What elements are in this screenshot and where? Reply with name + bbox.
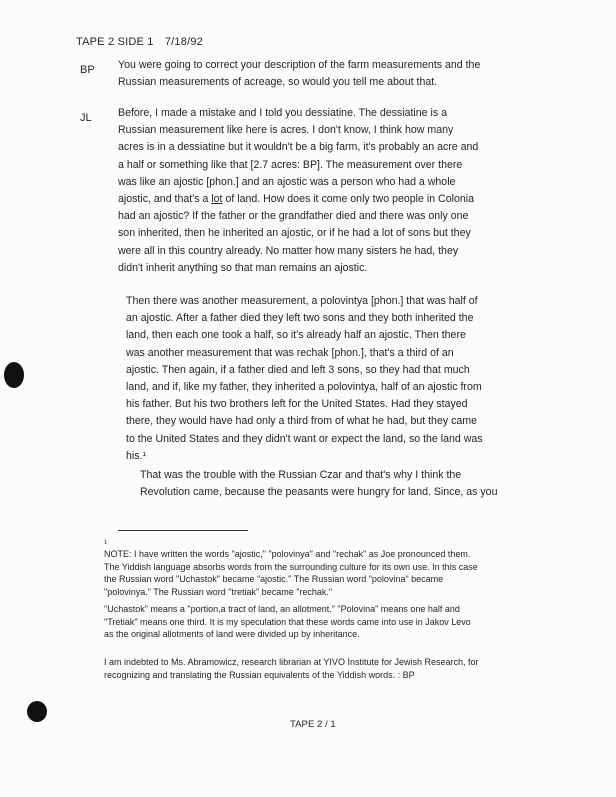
text-line: son inherited, then he inherited an ajostic, or if he had a lot of sons but they	[118, 227, 471, 240]
footnote-3	[104, 656, 479, 681]
text-line: You were going to correct your description of the farm measurements and the	[118, 59, 481, 71]
text-line: That was the trouble with the Russian Czar and that's why I think the	[140, 469, 462, 481]
text-line: NOTE: I have written the words "ajostic," "polovinya" and "rechak" as Joe pronounced them.	[104, 549, 471, 559]
text-line: Before, I made a mistake and I told you dessiatine. The dessiatine is a	[118, 107, 447, 119]
jl-paragraph-2	[126, 293, 483, 465]
text-line: to the United States and they didn't want or expect the land, so the land was	[126, 432, 483, 445]
speaker-jl: JL	[80, 112, 92, 124]
text-line: land, and if, like my father, they inherited a polovintya, half of an ajostic from	[126, 381, 482, 394]
text-line: "Tretiak" means one third. It is my speculation that these words came into use in Jakov Levo	[104, 616, 471, 627]
jl-paragraph-1	[118, 105, 478, 277]
text-line: ajostic. Then again, if a father died and left 3 sons, so they had that much	[126, 363, 470, 376]
text-line: land, then each one took a half, so it's already half an ajostic. Then there	[126, 329, 466, 342]
text-line: an ajostic. After a father died they left two sons and they both inherited the	[126, 312, 474, 325]
text-line: were all in this country already. No matter how many sisters he had, they	[118, 244, 459, 257]
page-header	[76, 36, 203, 48]
text-line: "Uchastok" means a "portion,a tract of land, an allotment." "Polovina" means one half and	[104, 604, 460, 614]
jl-paragraph-3	[140, 467, 497, 501]
text-line: the Russian word "Uchastok" became "ajostic." The Russian word "polovina" became	[104, 574, 444, 584]
text-line: as the original allotments of land were divided up by inheritance.	[104, 629, 360, 639]
tape-label: TAPE 2 SIDE 1	[76, 36, 154, 48]
text-line: was another measurement that was rechak [phon.], that's a third of an	[126, 346, 454, 359]
binder-hole-mark	[27, 701, 47, 722]
text-line: ajostic, and that's a lot of land. How does it come only two people in Colonia	[118, 193, 474, 206]
text-line: The Yiddish language absorbs words from the surrounding culture for its own use. In this case	[104, 561, 478, 572]
text-line: Revolution came, because the peasants were hungry for land. Since, as you	[140, 486, 498, 499]
speaker-bp: BP	[80, 64, 95, 76]
bp-question	[118, 57, 480, 91]
text-line: Russian measurements of acreage, so would you tell me about that.	[118, 76, 438, 89]
binder-hole-mark	[4, 362, 24, 388]
text-line: recognizing and translating the Russian equivalents of the Yiddish words. : BP	[104, 669, 415, 680]
text-line: had an ajostic? If the father or the grandfather died and there was only one	[118, 210, 469, 223]
text-line: acres is in a dessiatine but it wouldn't be a big farm, it's probably an acre and	[118, 141, 479, 154]
header-date: 7/18/92	[164, 36, 203, 48]
footnote-marker: ¹	[104, 538, 107, 548]
text-line: his father. But his two brothers left for the United States. Had they stayed	[126, 398, 468, 411]
text-line: didn't inherit anything so that man remains an ajostic.	[118, 261, 368, 274]
footnote-1	[104, 548, 478, 598]
footnote-2	[104, 603, 471, 641]
text-line: his.¹	[126, 449, 147, 462]
text-line: Russian measurement like here is acres. I don't know, I think how many	[118, 124, 454, 137]
text-line: "polovinya." The Russian word "tretiak" became "rechak."	[104, 586, 333, 597]
page-number: TAPE 2 / 1	[290, 719, 336, 730]
text-line: there, they would have had only a third from of what he had, but they came	[126, 415, 477, 428]
text-line: Then there was another measurement, a polovintya [phon.] that was half of	[126, 295, 478, 307]
footnote-rule	[118, 530, 248, 531]
text-line: I am indebted to Ms. Abramowicz, research librarian at YIVO Institute for Jewish Research, for	[104, 657, 479, 667]
text-line: was like an ajostic [phon.] and an ajostic was a person who had a whole	[118, 175, 456, 188]
text-line: a half or something like that [2.7 acres: BP]. The measurement over there	[118, 158, 463, 171]
